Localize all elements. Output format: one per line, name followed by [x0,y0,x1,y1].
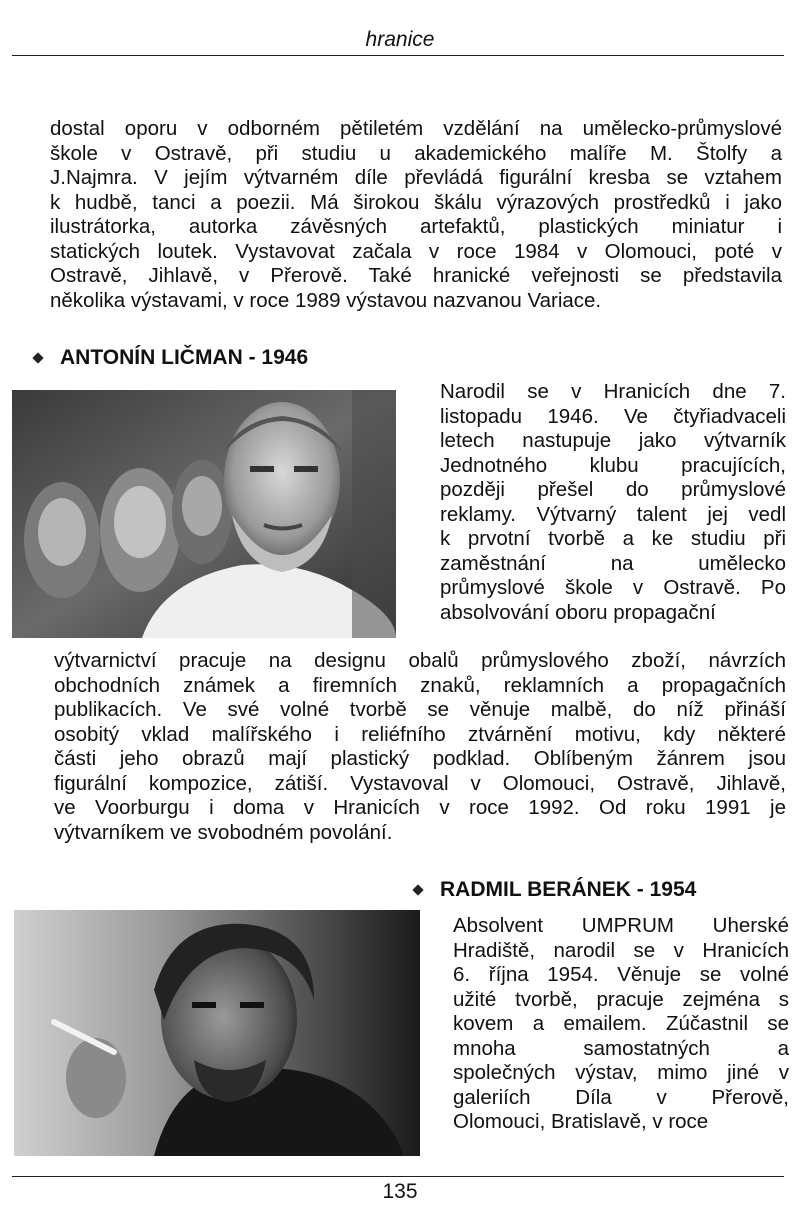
text-line: letech nastupuje jako výtvarník [440,429,786,452]
beranek-side-text [453,914,789,1135]
bullet-icon [32,352,43,363]
text-line: Olomouci, Bratislavě, v roce [453,1110,709,1133]
text-line: listopadu 1946. Ve čtyřiadvaceli [440,404,786,428]
text-line: kovem a emailem. Zúčastnil se [453,1012,789,1035]
text-line: mnoha samostatných a [453,1036,789,1060]
text-line: Narodil se v Hranicích dne 7. [440,380,786,403]
text-line: ilustrátorka, autorka závěsných artefaktů, plastických miniatur i [50,215,782,238]
text-line: části jeho obrazů mají plastický podklad. Oblíbeným žánrem jsou [54,747,786,770]
running-header: hranice [365,28,435,51]
licman-full-text [54,649,786,845]
text-line: J.Najmra. V jejím výtvarném díle převládá figurální kresba se vztahem [50,166,782,189]
heading-text: RADMIL BERÁNEK - 1954 [440,878,697,901]
intro-paragraph [50,117,782,313]
text-line: k prvotní tvorbě a ke studiu při [440,527,786,550]
text-line: obchodních známek a firemních znaků, reklamních a propagačních [54,673,786,697]
text-line: statických loutek. Vystavovat začala v roce 1984 v Olomouci, poté v [50,239,782,263]
text-line: osobitý vklad malířského i reliéfního ztvárnění motivu, kdy některé [54,722,786,746]
footer-rule [12,1176,784,1177]
text-line: užité tvorbě, pracuje zejména s [453,987,789,1011]
text-line: později přešel do průmyslové [440,478,786,501]
text-line: publikacích. Ve své volné tvorbě se věnuje malbě, do níž přináší [54,698,786,721]
text-line: galeriích Díla v Přerově, [453,1085,789,1109]
page-number: 135 [382,1180,418,1203]
text-line: dostal oporu v odborném pětiletém vzdělání na umělecko-průmyslové [50,117,782,140]
text-line: průmyslové škole v Ostravě. Po [440,576,786,599]
text-line: Absolvent UMPRUM Uherské [453,914,789,937]
photo-antonin-licman [12,390,396,638]
text-line: Hradiště, narodil se v Hranicích [453,938,789,962]
text-line: ve Voorburgu i doma v Hranicích v roce 1992. Od roku 1991 je [54,796,786,819]
photo-radmil-beranek [14,910,420,1156]
text-line: Jednotného klubu pracujících, [440,453,786,477]
text-line: společných výstav, mimo jiné v [453,1061,789,1084]
text-line: reklamy. Výtvarný talent jej vedl [440,502,786,526]
section-heading-beranek [414,878,696,902]
header-rule [12,55,784,56]
bullet-icon [412,884,423,895]
text-line: absolvování oboru propagační [440,600,716,624]
text-line: výtvarníkem ve svobodném povolání. [54,820,393,844]
text-line: figurální kompozice, zátiší. Vystavoval v Olomouci, Ostravě, Jihlavě, [54,771,786,795]
text-line: několika výstavami, v roce 1989 výstavou nazvanou Variace. [50,288,602,312]
heading-text: ANTONÍN LIČMAN - 1946 [60,346,309,369]
text-line: zaměstnání na umělecko [440,551,786,575]
licman-side-text [440,380,786,625]
text-line: 6. října 1954. Věnuje se volné [453,963,789,986]
text-line: výtvarnictví pracuje na designu obalů průmyslového zboží, návrzích [54,649,786,672]
text-line: k hudbě, tanci a poezii. Má širokou škálu výrazových prostředků i jako [50,190,782,214]
section-heading-licman [34,346,308,370]
text-line: Ostravě, Jihlavě, v Přerově. Také hranické veřejnosti se představila [50,264,782,287]
text-line: škole v Ostravě, při studiu u akademického malíře M. Štolfy a [50,141,782,165]
